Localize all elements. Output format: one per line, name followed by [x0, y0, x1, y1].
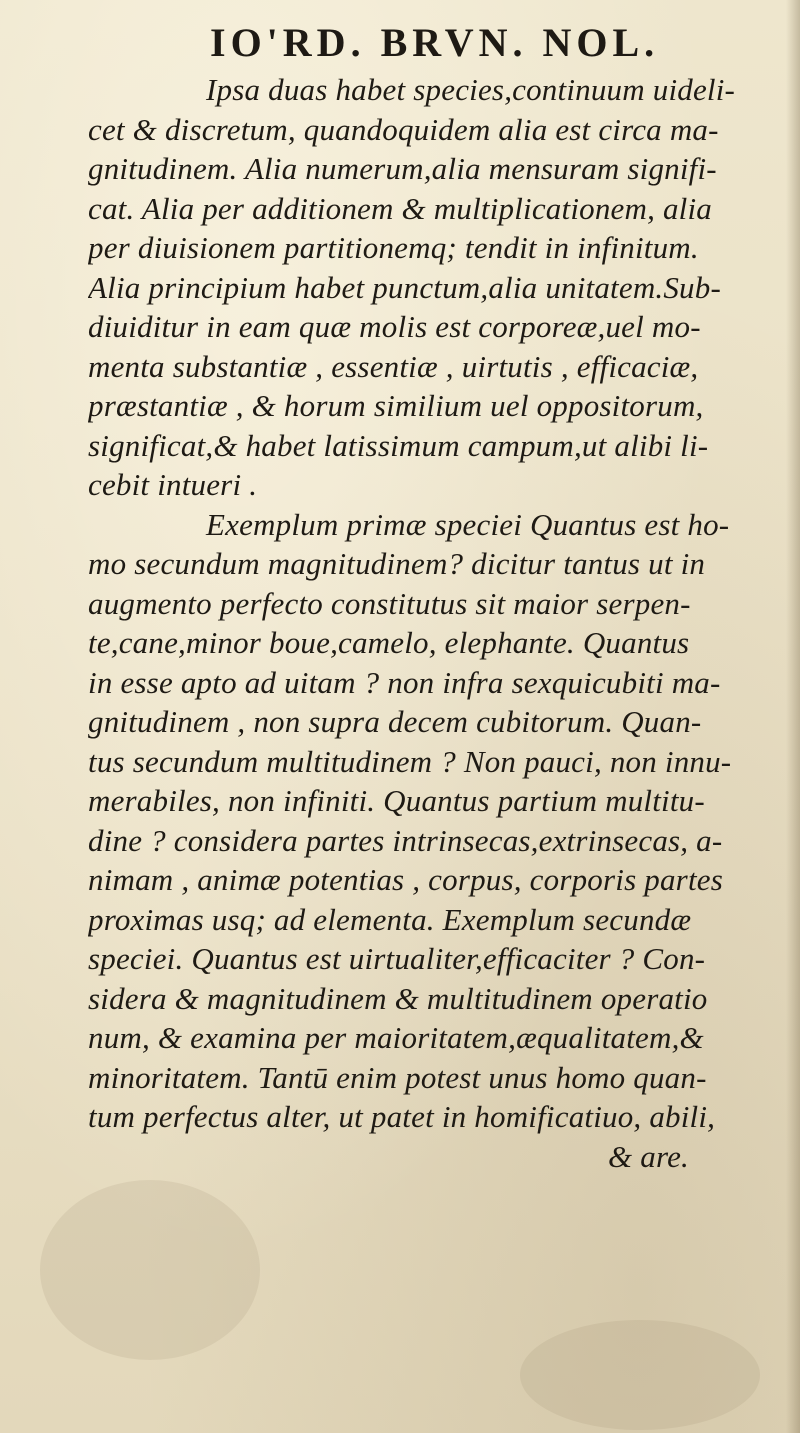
- text-line: gnitudinem. Alia numerum,alia mensuram signifi-: [88, 151, 717, 186]
- text-line: augmento perfecto constitutus sit maior serpen-: [88, 585, 691, 621]
- text-line: minoritatem. Tantū enim potest unus homo quan-: [88, 1059, 707, 1095]
- text-line: in esse apto ad uitam ? non infra sexquicubiti ma-: [88, 664, 721, 700]
- text-line: tus secundum multitudinem ? Non pauci, non innu-: [88, 743, 732, 779]
- text-line: Alia principium habet punctum,alia unitatem.Sub-: [88, 269, 721, 305]
- text-line: speciei. Quantus est uirtualiter,efficaciter ? Con-: [88, 941, 706, 976]
- text-line: proximas usq; ad elementa. Exemplum secundæ: [88, 901, 692, 937]
- running-head: IO'RD. BRVN. NOL.: [210, 20, 660, 65]
- page-edge-shadow: [786, 0, 800, 1433]
- paper-stain: [40, 1180, 260, 1360]
- text-line: & are.: [608, 1138, 689, 1174]
- text-line: sidera & magnitudinem & multitudinem operatio: [88, 980, 708, 1016]
- text-line: tum perfectus alter, ut patet in homificatiuo, abili,: [88, 1099, 716, 1134]
- text-line: gnitudinem , non supra decem cubitorum. Quan-: [88, 704, 702, 739]
- text-line: cat. Alia per additionem & multiplicationem, alia: [88, 190, 713, 226]
- body-text: [88, 70, 788, 1176]
- text-line: Ipsa duas habet species,continuum uideli-: [206, 72, 736, 107]
- text-line: nimam , animæ potentias , corpus, corporis partes: [88, 862, 723, 897]
- text-line: diuiditur in eam quæ molis est corporeæ,uel mo-: [88, 309, 701, 344]
- text-line: num, & examina per maioritatem,æqualitatem,&: [88, 1020, 704, 1055]
- text-line: merabiles, non infiniti. Quantus partium multitu-: [88, 783, 705, 818]
- text-line: mo secundum magnitudinem? dicitur tantus ut in: [88, 546, 706, 581]
- text-line: Exemplum primæ speciei Quantus est ho-: [206, 506, 730, 542]
- text-line: significat,& habet latissimum campum,ut alibi li-: [88, 427, 709, 463]
- text-line: cebit intueri .: [88, 467, 258, 502]
- text-line: te,cane,minor boue,camelo, elephante. Quantus: [88, 625, 690, 660]
- text-line: per diuisionem partitionemq; tendit in infinitum.: [88, 230, 699, 265]
- text-line: dine ? considera partes intrinsecas,extrinsecas, a-: [88, 822, 723, 858]
- text-line: cet & discretum, quandoquidem alia est circa ma-: [88, 111, 719, 147]
- text-line: præstantiæ , & horum similium uel oppositorum,: [88, 388, 704, 423]
- paper-stain: [520, 1320, 760, 1430]
- text-line: menta substantiæ , essentiæ , uirtutis , efficaciæ,: [88, 348, 699, 384]
